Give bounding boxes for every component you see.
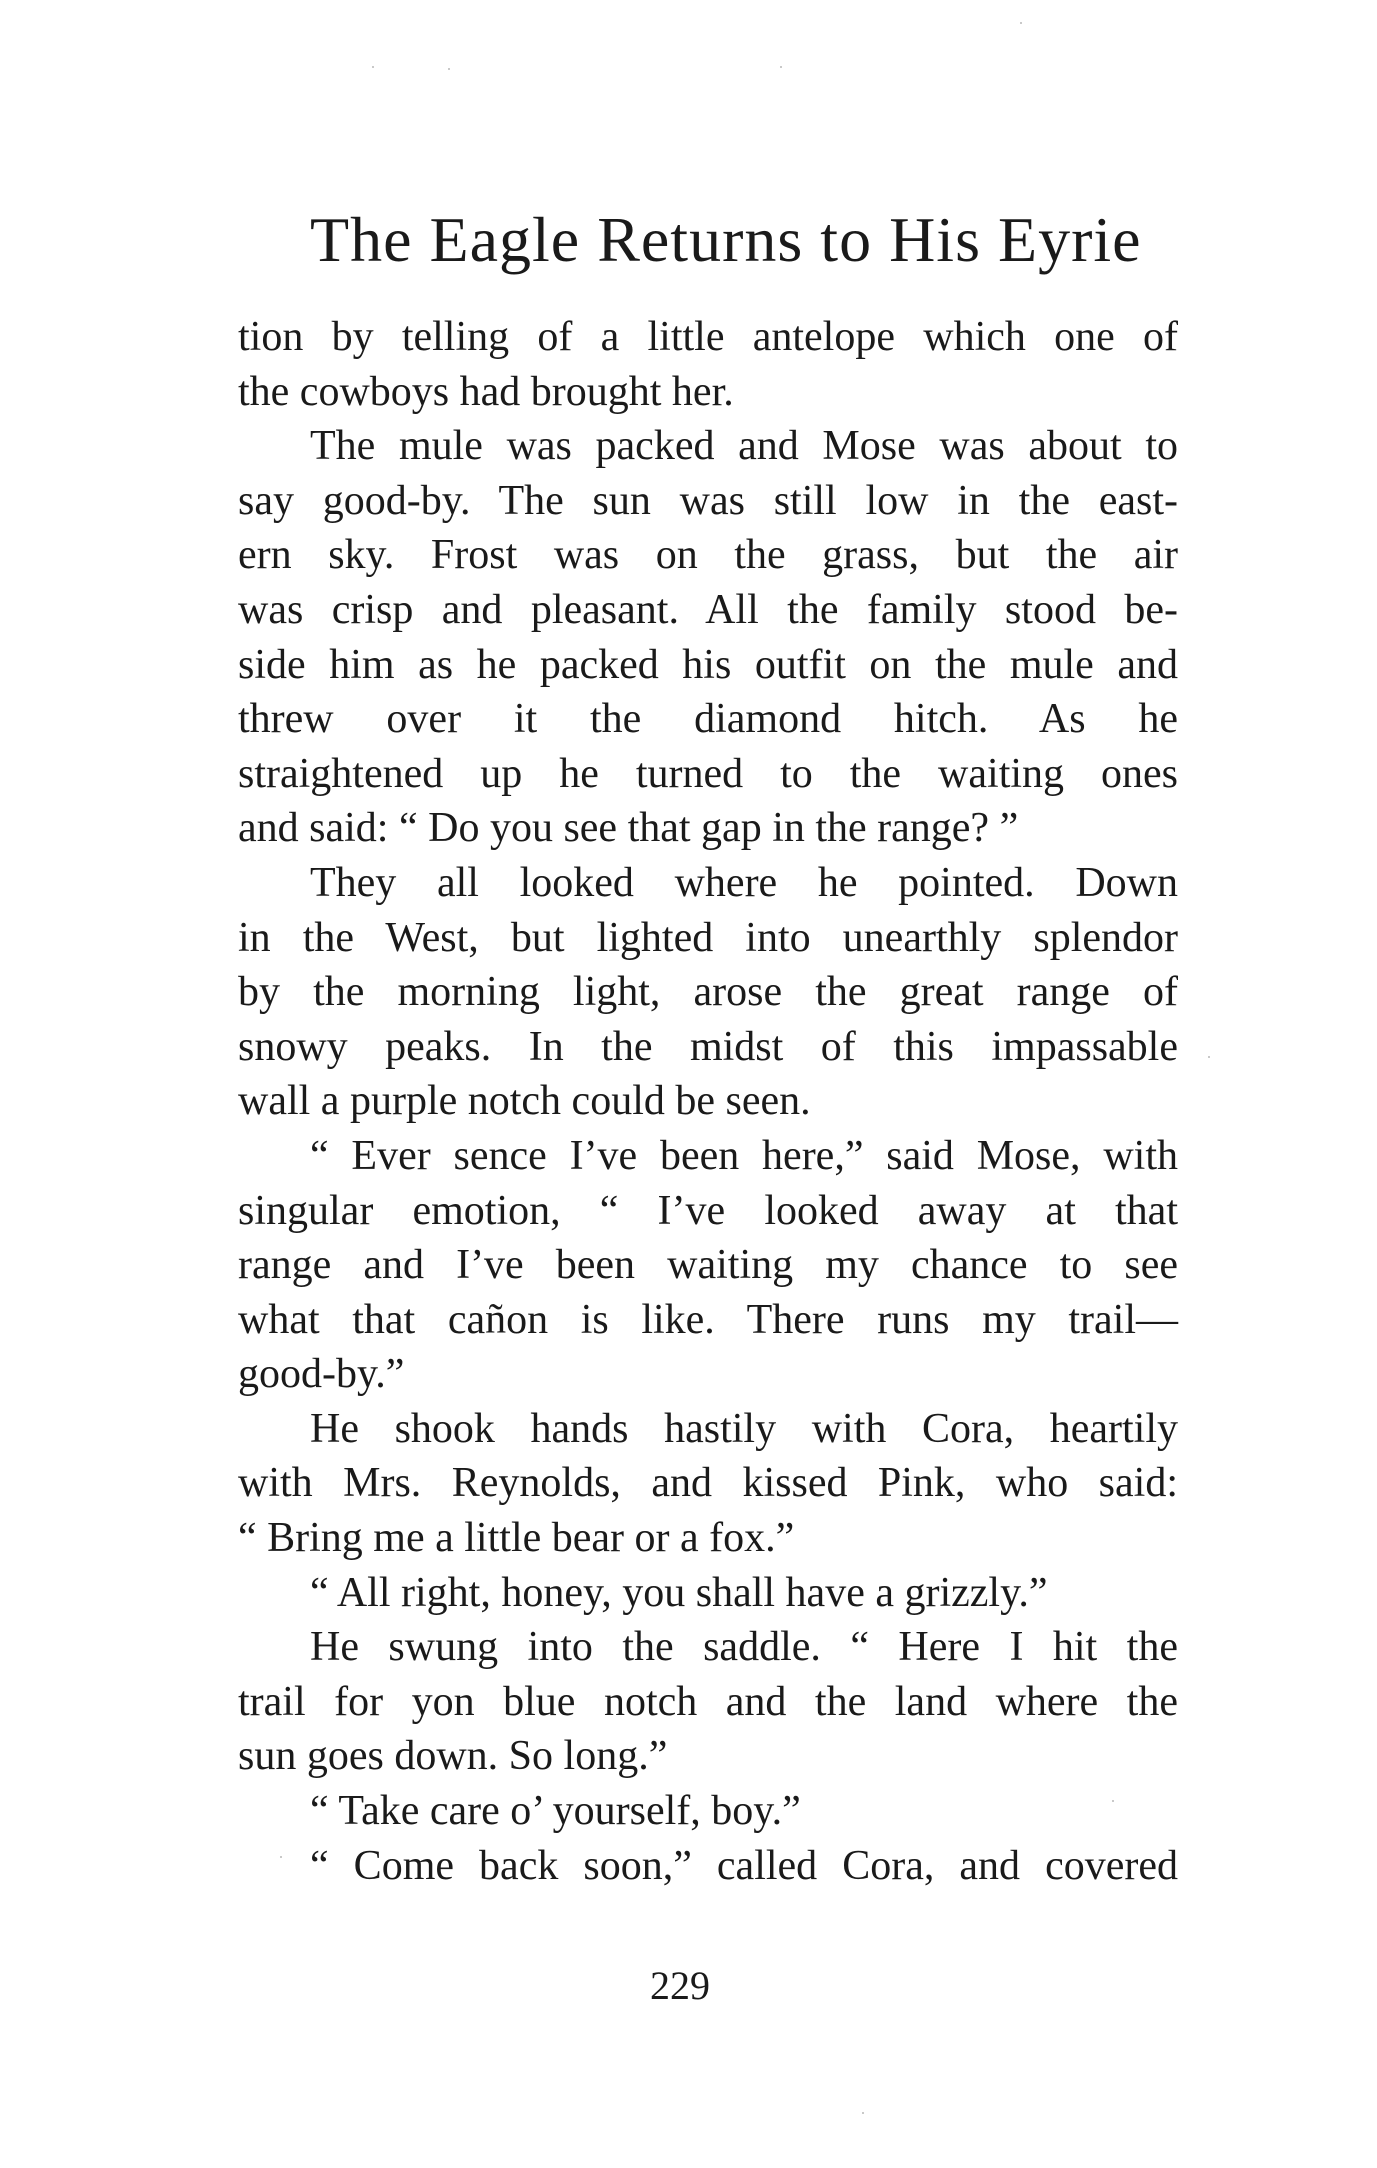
text-line: was crisp and pleasant. All the family stood be- xyxy=(238,586,1178,633)
text-line: singular emotion, “ I’ve looked away at that xyxy=(238,1187,1178,1234)
body-text xyxy=(238,310,1178,1893)
text-line: “ Come back soon,” called Cora, and covered xyxy=(310,1842,1178,1889)
text-line: ern sky. Frost was on the grass, but the air xyxy=(238,532,1178,579)
text-line: tion by telling of a little antelope which one of xyxy=(238,314,1178,360)
paper-speck xyxy=(862,2112,864,2114)
text-line: They all looked where he pointed. Down xyxy=(310,859,1178,906)
text-line: snowy peaks. In the midst of this impassable xyxy=(238,1023,1178,1070)
paper-speck xyxy=(1112,1800,1114,1802)
text-line: “ Take care o’ yourself, boy.” xyxy=(310,1788,801,1835)
text-line: straightened up he turned to the waiting ones xyxy=(238,750,1178,797)
text-line: in the West, but lighted into unearthly splendor xyxy=(238,914,1178,961)
text-line: “ Bring me a little bear or a fox.” xyxy=(238,1515,795,1562)
text-line: “ Ever sence I’ve been here,” said Mose, with xyxy=(310,1132,1178,1179)
text-line: range and I’ve been waiting my chance to see xyxy=(238,1242,1178,1289)
paper-speck xyxy=(280,1856,282,1858)
text-line: “ All right, honey, you shall have a grizzly.” xyxy=(310,1569,1048,1616)
page-number: 229 xyxy=(650,1963,710,2008)
text-line: side him as he packed his outfit on the mule and xyxy=(238,641,1178,688)
text-line: by the morning light, arose the great range of xyxy=(238,969,1178,1016)
paper-speck xyxy=(1020,22,1022,24)
text-line: and said: “ Do you see that gap in the range? ” xyxy=(238,805,1019,852)
text-line: wall a purple notch could be seen. xyxy=(238,1078,811,1125)
text-line: The mule was packed and Mose was about to xyxy=(310,423,1178,470)
text-line: the cowboys had brought her. xyxy=(238,368,734,415)
text-line: He swung into the saddle. “ Here I hit the xyxy=(310,1624,1178,1671)
paper-speck xyxy=(780,66,782,68)
running-head: The Eagle Returns to His Eyrie xyxy=(310,204,1142,275)
text-line: threw over it the diamond hitch. As he xyxy=(238,696,1178,743)
paper-speck xyxy=(372,66,374,68)
paper-speck xyxy=(1208,1056,1210,1058)
text-line: what that cañon is like. There runs my trail— xyxy=(238,1296,1178,1343)
text-line: with Mrs. Reynolds, and kissed Pink, who said: xyxy=(238,1460,1178,1507)
text-line: He shook hands hastily with Cora, heartily xyxy=(310,1405,1178,1452)
text-line: sun goes down. So long.” xyxy=(238,1733,668,1780)
paper-speck xyxy=(448,68,450,70)
text-line: trail for yon blue notch and the land where the xyxy=(238,1678,1178,1725)
text-line: say good-by. The sun was still low in the east- xyxy=(238,477,1178,524)
text-line: good-by.” xyxy=(238,1351,405,1398)
